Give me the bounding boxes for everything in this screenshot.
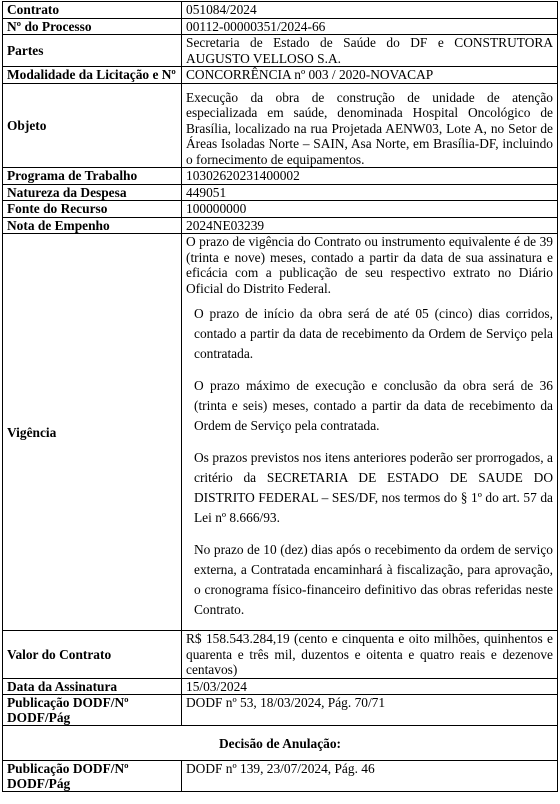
value-programa: 10302620231400002 [182, 168, 558, 185]
vigencia-paragraph: Os prazos previstos nos itens anteriores poderão ser prorrogados, a critério da SECRETARIA DE ESTADO DE SAUDE DO DISTRITO FEDERAL – SES/DF, nos termos do § 1º do art. 57 da Lei nº 8.666/93. [194, 450, 553, 525]
label-programa: Programa de Trabalho [3, 168, 182, 185]
vigencia-intro: O prazo de vigência do Contrato ou instrumento equivalente é de 39 (trinta e nove) meses, contado a partir da data de sua assinatura e eficácia com a publicação de seu respectivo extrato no Diário Oficial do Distrito Federal. [186, 234, 553, 296]
value-natureza: 449051 [182, 184, 558, 201]
row-natureza [3, 184, 558, 201]
label-assinatura: Data da Assinatura [3, 678, 182, 695]
value-processo: 00112-00000351/2024-66 [182, 18, 558, 35]
row-vigencia [3, 234, 558, 631]
label-partes: Partes [3, 35, 182, 67]
row-modalidade [3, 67, 558, 84]
row-assinatura [3, 678, 558, 695]
value-publicacao: DODF nº 53, 18/03/2024, Pág. 70/71 [182, 695, 558, 726]
row-objeto [3, 83, 558, 168]
row-processo [3, 18, 558, 35]
label-natureza: Natureza da Despesa [3, 184, 182, 201]
value-assinatura: 15/03/2024 [182, 678, 558, 695]
value-modalidade: CONCORRÊNCIA nº 003 / 2020-NOVACAP [182, 67, 558, 84]
value-fonte: 100000000 [182, 201, 558, 218]
row-fonte [3, 201, 558, 218]
label-objeto: Objeto [3, 83, 182, 168]
vigencia-clauses [186, 304, 553, 620]
row-anulacao-publicacao [3, 761, 558, 792]
label-modalidade: Modalidade da Licitação e Nº [3, 67, 182, 84]
value-objeto: Execução da obra de construção de unidade de atenção especializada em saúde, denominada Hospital Oncológico de Brasília, localizado na rua Projetada AENW03, Lote A, no Setor de Áreas Isoladas Norte – SAIN, Asa Norte, em Brasília-DF, incluindo o fornecimento de equipamentos. [182, 83, 558, 168]
row-partes [3, 35, 558, 67]
row-empenho [3, 217, 558, 234]
vigencia-paragraph: O prazo máximo de execução e conclusão da obra será de 36 (trinta e seis) meses, contado a partir da data de recebimento da Ordem de Serviço pela contratada. [194, 378, 553, 433]
vigencia-paragraph: No prazo de 10 (dez) dias após o recebimento da ordem de serviço externa, a Contratada encaminhará à fiscalização, para aprovação, o cronograma físico-financeiro definitivo das obras referidas neste Contrato. [194, 542, 553, 617]
label-empenho: Nota de Empenho [3, 217, 182, 234]
anulacao-title: Decisão de Anulação: [3, 726, 558, 761]
row-anulacao-title [3, 726, 558, 761]
value-vigencia [182, 234, 558, 631]
label-valor: Valor do Contrato [3, 631, 182, 679]
vigencia-paragraph: O prazo de início da obra será de até 05 (cinco) dias corridos, contado a partir da data de recebimento da Ordem de Serviço pela contratada. [194, 306, 553, 361]
value-contrato: 051084/2024 [182, 2, 558, 19]
value-anulacao-publicacao: DODF nº 139, 23/07/2024, Pág. 46 [182, 761, 558, 792]
value-valor: R$ 158.543.284,19 (cento e cinquenta e oito milhões, quinhentos e quarenta e três mil, duzentos e oitenta e quatro reais e dezenove centavos) [182, 631, 558, 679]
label-publicacao: Publicação DODF/Nº DODF/Pág [3, 695, 182, 726]
label-fonte: Fonte do Recurso [3, 201, 182, 218]
label-anulacao-publicacao: Publicação DODF/Nº DODF/Pág [3, 761, 182, 792]
row-contrato [3, 2, 558, 19]
contract-extract-table [2, 1, 558, 792]
label-contrato: Contrato [3, 2, 182, 19]
label-vigencia: Vigência [3, 234, 182, 631]
row-programa [3, 168, 558, 185]
row-publicacao [3, 695, 558, 726]
row-valor [3, 631, 558, 679]
label-processo: Nº do Processo [3, 18, 182, 35]
value-empenho: 2024NE03239 [182, 217, 558, 234]
value-partes: Secretaria de Estado de Saúde do DF e CONSTRUTORA AUGUSTO VELLOSO S.A. [182, 35, 558, 67]
